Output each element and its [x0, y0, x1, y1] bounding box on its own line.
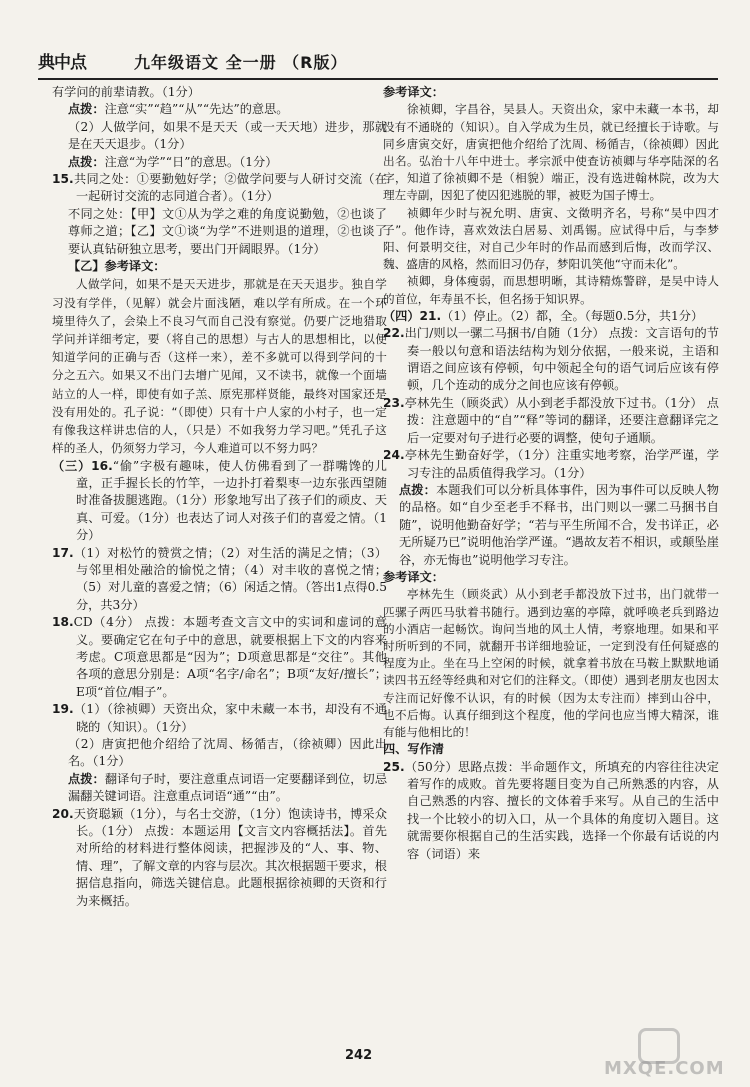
book-title: 九年级语文 全一册 （R版） [134, 53, 348, 72]
paragraph-text: 亭林先生勤奋好学，（1分）注重实地考察，治学严谨，学习专注的品质值得我学习。（1分） [404, 448, 719, 480]
paragraph-text: （50分）思路点拨：半命题作文，所填充的内容往往决定着写作的成败。首先要将题目变为自己所熟悉的内容，从自己熟悉的内容、擅长的文体着手来写。从自己的生活中找一个比较小的切入口，从一个具体的角度切入题目。这就需要你根据自己的生活实践，选择一个你最有话说的内容（词语）来 [404, 759, 719, 861]
paragraph-text: 天资聪颖（1分），与名士交游，（1分）饱读诗书，博采众长。（1分） 点拨：本题运用【文言文内容概括法】。首先对所给的材料进行整体阅读，把握涉及的“人、事、物、情、理”，了解文章的内容与层次。其次根据题干要求，根据信息指向，筛选关键信息。此题根据徐祯卿的天资和行为来概括。 [73, 806, 387, 908]
bold-label: 【乙】参考译文： [68, 259, 166, 274]
left-paragraph [52, 614, 387, 701]
paragraph-text: 亭林先生（顾炎武）从小到老手都没放下过书，出门就带一匹骡子两匹马驮着书随行。遇到边塞的亭障，就呼唤老兵到路边的小酒店一起畅饮。询问当地的风土人情，考察地理。如果和平时所听到的不同，就翻开书详细地验证，一定到没有任何疑惑的程度为止。坐在马上空闲的时候，就拿着书放在马鞍上默默地诵读四书五经等经典和对它们的注释文。（即使）遇到老朋友也因太专注而记好像不认识，有的时候（因为太专注而）摔到山谷中，也不后悔。认真仔细到这个程度，他的学问也应当博大精深，谁有能与他相比的！ [383, 587, 719, 739]
paragraph-text: （2）人做学问，如果不是天天（或一天天地）进步，那就是在天天退步。（1分） [68, 119, 387, 152]
right-paragraph [383, 273, 719, 307]
watermark-text: MXQE.COM [604, 1058, 725, 1079]
bold-label: 点拨： [399, 482, 436, 497]
bold-label: 点拨： [68, 102, 105, 117]
paragraph-text: 不同之处：【甲】文①从为学之难的角度说勤勉，②也谈了尊师之道；【乙】文①谈“为学”不进则退的道理，②也谈了要认真钻研独立思考，要出门开阔眼界。（1分） [68, 206, 387, 256]
bold-label: 20. [52, 806, 74, 821]
right-paragraph [383, 325, 719, 395]
left-paragraph [52, 736, 387, 771]
paragraph-text: 共同之处：①要勤勉好学；②做学问要与人研讨交流（在一起研讨交流的志同道合者）。（1分） [73, 172, 387, 204]
paragraph-text: 出门/则以一骡二马捆书/自随（1分） 点拨：文言语句的节奏一般以句意和语法结构为划分依据，一般来说，主语和谓语之间应该有停顿，句中领起全句的语气词后应该有停顿，几个连动的成分之间也应该有停顿。 [404, 326, 719, 393]
left-paragraph [52, 806, 387, 910]
left-paragraph [52, 771, 387, 806]
paragraph-text: 有学问的前辈请教。（1分） [52, 85, 200, 99]
bold-label: 15. [52, 172, 74, 187]
paragraph-text: 翻译句子时，要注意重点词语一定要翻译到位，切忌漏翻关键词语。注意重点词语“通”“由”。 [68, 771, 388, 804]
paragraph-text: 注意“为学”“日”的意思。（1分） [104, 154, 278, 169]
bold-label: 17. [52, 545, 74, 560]
paragraph-text: 祯卿，身体瘦弱，而思想明晰，其诗精炼警辟，是吴中诗人的首位，年寿虽不长，但名扬于知识界。 [383, 274, 719, 306]
logo-text: 典中点 [38, 53, 86, 73]
bold-label: 19. [52, 702, 74, 717]
left-paragraph [52, 545, 387, 615]
left-paragraph [52, 101, 387, 118]
left-paragraph [52, 275, 387, 457]
paragraph-text: （1）停止。（2）都，全。（每题0.5分，共1分） [441, 308, 704, 323]
bold-label: 四、写作清 [383, 742, 444, 757]
paragraph-text: 祯卿年少时与祝允明、唐寅、文徵明齐名，号称“吴中四才子”。他作诗，喜欢效法白居易、刘禹锡。应试得中后，与李梦阳、何景明交往，对自己少年时的作品而感到后悔，改而学汉、魏、盛唐的风格，然而旧习仍存，梦阳讥笑他“守而未化”。 [383, 205, 719, 272]
left-paragraph [52, 119, 387, 154]
bold-label: （三）16. [52, 458, 113, 473]
right-paragraph [383, 759, 719, 863]
left-paragraph [52, 154, 387, 171]
paragraph-text: 亭林先生（顾炎武）从小到老手都没放下过书。（1分） 点拨：注意题中的“自”“释”等词的翻译，还要注意翻译完之后一定要对句子进行必要的调整，使句子通顺。 [404, 395, 719, 445]
bold-label: （四）21. [383, 308, 442, 323]
right-paragraph [383, 84, 719, 101]
left-paragraph [52, 458, 387, 545]
left-paragraph [52, 701, 387, 736]
bold-label: 参考译文： [383, 85, 444, 99]
paragraph-text: （1）（徐祯卿）天资出众，家中未藏一本书，却没有不通晓的（知识）。（1分） [73, 702, 387, 734]
right-paragraph [383, 586, 719, 741]
paragraph-text: 徐祯卿，字昌谷，吴县人。天资出众，家中未藏一本书，却没有不通晓的（知识）。自入学成为生员，就已经擅长于诗歌。与同乡唐寅交好，唐寅把他介绍给了沈周、杨循吉，（徐祯卿）因此出名。弘治十八年中进士。孝宗派中使查访祯卿与华亭陆深的名字，知道了徐祯卿不是（相貌）端正，没有选进翰林院，改为大理左寺副，因犯了使囚犯逃脱的罪，被贬为国子博士。 [383, 102, 719, 203]
right-paragraph [383, 205, 719, 274]
bold-label: 18. [52, 615, 74, 630]
right-paragraph [383, 569, 719, 586]
bold-label: 22. [383, 326, 405, 341]
paragraph-text: “偷”字极有趣味，使人仿佛看到了一群嘴馋的儿童，正手握长长的竹竿，一边扑打着梨枣一边东张西望随时准备拔腿逃跑。（1分）形象地写出了孩子们的顽皮、天真、可爱。（1分）也表达了词人对孩子们的喜爱之情。（1分） [76, 458, 387, 543]
bold-label: 点拨： [68, 154, 105, 169]
right-paragraph [383, 482, 719, 569]
right-column [383, 84, 719, 863]
left-paragraph [52, 206, 387, 258]
left-paragraph [52, 84, 387, 101]
paragraph-text: 人做学问，如果不是天天进步，那就是在天天退步。独自学习没有学伴，（见解）就会片面浅陋，难以学有所成。在一个环境里待久了，会染上不良习气而自己没有察觉。仍要广泛地猎取学问并详细考定，要（将自己的思想）与古人的思想相比，以便知道学问的正确与否（这样一来），差不多就可以得到学问的十分之五六。如果又不出门去增广见闻，又不读书，就像一个面墙站立的人一样，即使有如子羔、原宪那样贤能，最终对国家还是没有用处的。孔子说：“（即使）只有十户人家的小村子，也一定有像我这样讲忠信的人，（只是）不如我努力学习吧。”凭孔子这样的圣人，仍须努力学习，今人难道可以不努力吗？ [52, 277, 387, 456]
bold-label: 23. [383, 395, 405, 410]
bold-label: 点拨： [68, 771, 105, 786]
bold-label: 24. [383, 448, 405, 463]
brand-logo [38, 46, 130, 76]
page-header [38, 46, 718, 80]
paragraph-text: 本题我们可以分析具体事件，因为事件可以反映人物的品格。如“自少至老手不释书，出门则以一骡二马捆书自随”，说明他勤奋好学；“若与平生所闻不合，发书详正，必无所疑乃已”说明他治学严谨。“遇故友若不相识，或颠坠崖谷，亦无悔也”说明他学习专注。 [399, 482, 719, 567]
page-number: 242 [345, 1048, 373, 1063]
paragraph-text: CD（4分） 点拨：本题考查文言文中的实词和虚词的意义。要确定它在句子中的意思，就要根据上下文的内容来考虑。C项意思都是“因为”；D项意思都是“交往”。其他各项的意思分别是：A项“名字/命名”；B项“友好/擅长”；E项“首位/帽子”。 [73, 615, 387, 699]
paragraph-text: 注意“实”“趋”“从”“先达”的意思。 [104, 102, 289, 117]
right-paragraph [383, 395, 719, 447]
left-column [52, 84, 387, 910]
paragraph-text: （2）唐寅把他介绍给了沈周、杨循吉，（徐祯卿）因此出名。（1分） [68, 737, 387, 769]
right-paragraph [383, 308, 719, 325]
right-paragraph [383, 741, 719, 758]
bold-label: 25. [383, 759, 405, 774]
right-paragraph [383, 101, 719, 204]
paragraph-text: （1）对松竹的赞赏之情；（2）对生活的满足之情；（3）与邻里相处融洽的愉悦之情；（4）对丰收的喜悦之情；（5）对儿童的喜爱之情；（6）闲适之情。（答出1点得0.5分，共3分） [73, 545, 387, 612]
left-paragraph [52, 171, 387, 206]
right-paragraph [383, 447, 719, 482]
bold-label: 参考译文： [383, 569, 444, 584]
left-paragraph [52, 258, 387, 275]
watermark [602, 1028, 725, 1079]
